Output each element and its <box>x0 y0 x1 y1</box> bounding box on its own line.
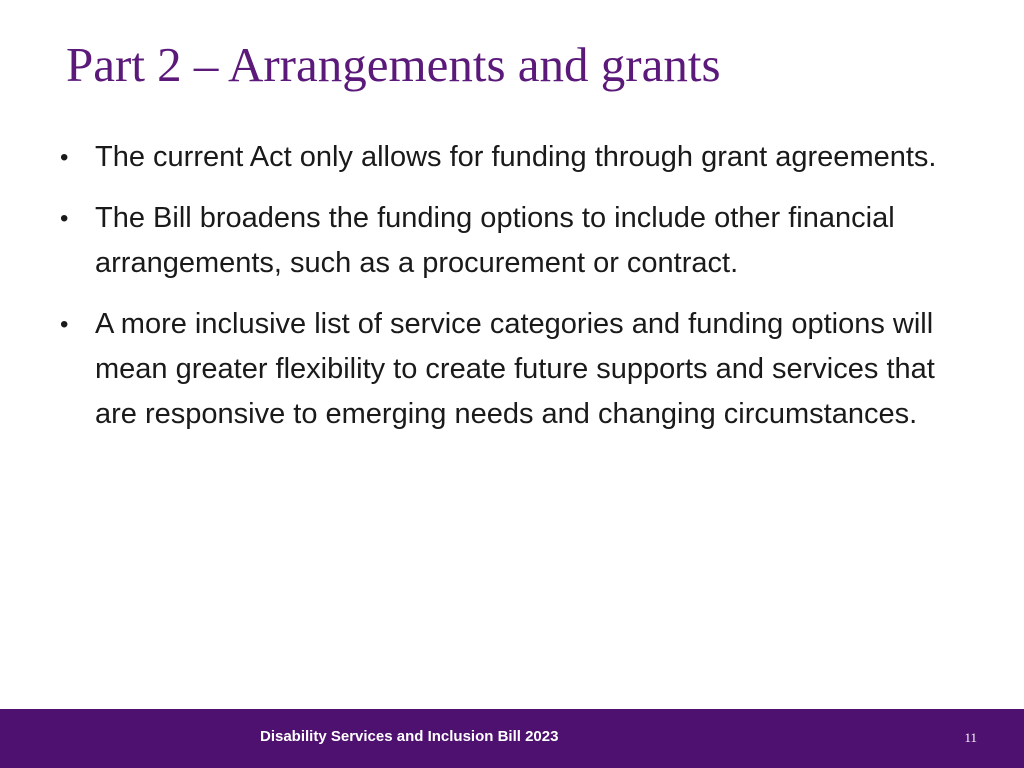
bullet-item <box>60 302 940 437</box>
page-number: 11 <box>964 730 977 745</box>
bullet-text: A more inclusive list of service categories and funding options will mean greater flexibility to create future supports and services that are responsive to emerging needs and changing circumstances. <box>95 308 935 430</box>
bullet-marker-icon: • <box>60 205 69 232</box>
bullet-marker-icon: • <box>60 311 69 338</box>
footer-title: Disability Services and Inclusion Bill 2023 <box>260 728 559 745</box>
bullet-item <box>60 135 940 180</box>
footer-bar <box>0 709 1024 768</box>
bullet-marker-icon: • <box>60 144 69 171</box>
bullet-list <box>60 135 940 453</box>
bullet-text: The Bill broadens the funding options to include other financial arrangements, such as a procurement or contract. <box>95 202 895 279</box>
slide-title: Part 2 – Arrangements and grants <box>66 37 721 92</box>
bullet-item <box>60 196 940 286</box>
bullet-text: The current Act only allows for funding through grant agreements. <box>95 141 937 173</box>
